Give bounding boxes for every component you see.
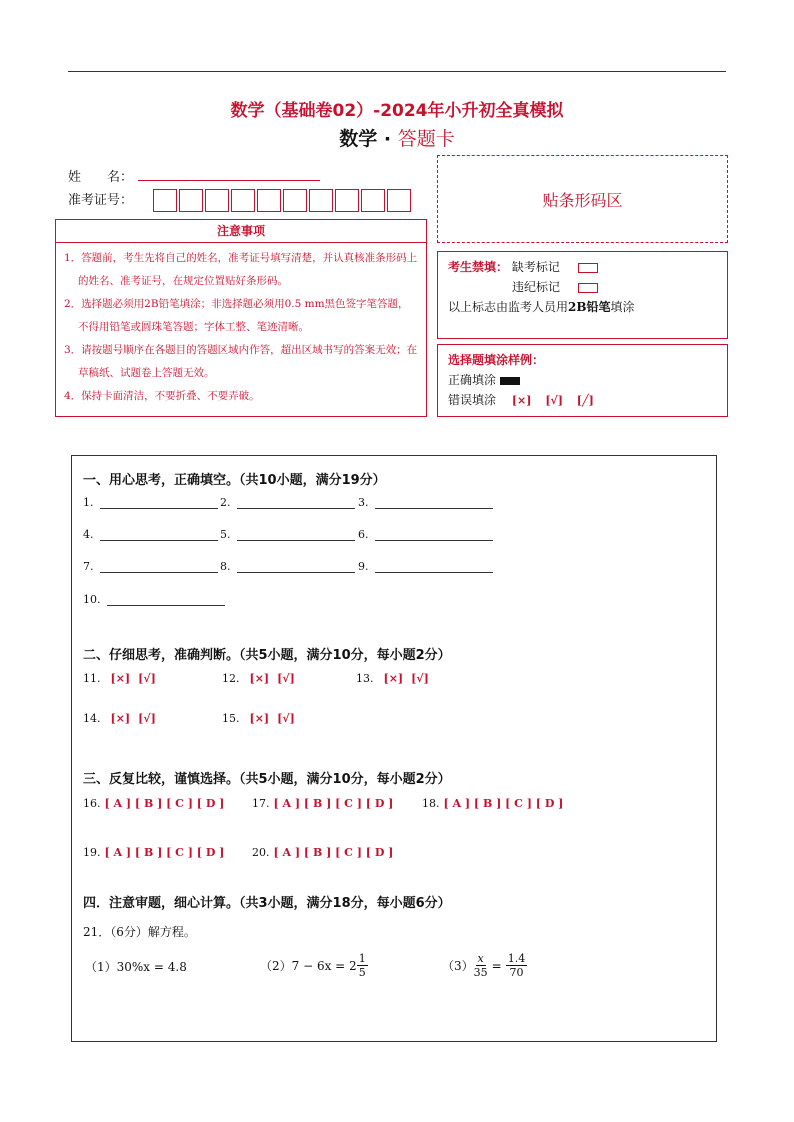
top-rule bbox=[68, 71, 726, 72]
answer-card-title bbox=[0, 124, 794, 151]
q-number: 1. bbox=[83, 496, 94, 509]
id-digit-box[interactable] bbox=[283, 189, 307, 212]
judge-true-option[interactable]: [√] bbox=[411, 672, 429, 685]
wrong-mark-check: [√] bbox=[545, 394, 563, 407]
absent-label: 缺考标记 bbox=[511, 260, 560, 274]
answer-blank-1[interactable] bbox=[100, 496, 218, 509]
fraction-numerator: 1 bbox=[358, 952, 366, 965]
q-number: 6. bbox=[358, 528, 369, 541]
answer-blank-8[interactable] bbox=[237, 560, 355, 573]
equation-2 bbox=[260, 952, 368, 979]
id-digit-box[interactable] bbox=[179, 189, 203, 212]
judge-false-option[interactable]: [×] bbox=[110, 672, 131, 685]
q-number: 20. bbox=[252, 846, 270, 859]
section-4-title: 四．注意审题，细心计算。（共3小题，满分18分，每小题6分） bbox=[83, 896, 451, 911]
page-title: 数学（基础卷02）-2024年小升初全真模拟 bbox=[230, 101, 564, 121]
equation-3-label: （3） bbox=[442, 959, 474, 973]
wrong-fill-label: 错误填涂 bbox=[448, 393, 497, 407]
q-number: 8. bbox=[220, 560, 231, 573]
name-label: 姓 名： bbox=[68, 170, 134, 185]
correct-fill-label: 正确填涂 bbox=[448, 373, 497, 387]
fraction-denominator: 35 bbox=[473, 966, 488, 979]
notice-item: 2．选择题必须用2B铅笔填涂；非选择题必须用0.5 mm黑色签字笔答题，不得用铅笔或圆珠笔答题；字体工整、笔迹清晰。 bbox=[64, 298, 409, 333]
answer-blank-9[interactable] bbox=[375, 560, 493, 573]
id-digit-box[interactable] bbox=[309, 189, 333, 212]
id-digit-box[interactable] bbox=[387, 189, 411, 212]
answer-area bbox=[71, 455, 717, 1042]
section-1-title: 一、用心思考，正确填空。（共10小题，满分19分） bbox=[83, 473, 386, 488]
notice-item: 4．保持卡面清洁，不要折叠、不要弄破。 bbox=[64, 390, 260, 402]
fraction-denominator: 70 bbox=[509, 966, 524, 979]
q-number: 5. bbox=[220, 528, 231, 541]
judge-true-option[interactable]: [√] bbox=[277, 712, 295, 725]
answer-blank-10[interactable] bbox=[107, 593, 225, 606]
judge-false-option[interactable]: [×] bbox=[249, 672, 270, 685]
answer-blank-6[interactable] bbox=[375, 528, 493, 541]
judge-false-option[interactable]: [×] bbox=[110, 712, 131, 725]
notice-item: 3．请按题号顺序在各题目的答题区域内作答，超出区域书写的答案无效；在草稿纸、试题卷上答题无效。 bbox=[64, 344, 418, 379]
fraction-numerator: x bbox=[477, 952, 484, 965]
judge-true-option[interactable]: [√] bbox=[277, 672, 295, 685]
q-number: 18. bbox=[422, 797, 440, 810]
subject-label: 数学 bbox=[339, 128, 378, 150]
barcode-label: 贴条形码区 bbox=[542, 190, 623, 210]
id-label: 准考证号： bbox=[68, 193, 134, 208]
judge-true-option[interactable]: [√] bbox=[138, 712, 156, 725]
answer-blank-4[interactable] bbox=[100, 528, 218, 541]
forbid-note-pencil: 2B铅笔 bbox=[568, 300, 611, 314]
wrong-mark-slash: [╱] bbox=[576, 394, 594, 407]
fraction-numerator: 1.4 bbox=[507, 952, 526, 965]
fill-sample-box bbox=[437, 344, 728, 417]
equals-sign: = bbox=[491, 958, 502, 973]
mixed-fraction bbox=[357, 952, 368, 979]
q-number: 9. bbox=[358, 560, 369, 573]
notice-box bbox=[55, 219, 427, 417]
wrong-mark-x: [×] bbox=[511, 394, 532, 407]
id-digit-box[interactable] bbox=[205, 189, 229, 212]
answer-blank-7[interactable] bbox=[100, 560, 218, 573]
forbid-box bbox=[437, 251, 728, 339]
correct-fill-sample bbox=[500, 377, 520, 385]
equation-3 bbox=[442, 952, 527, 979]
q-number: 3. bbox=[358, 496, 369, 509]
q-number: 4. bbox=[83, 528, 94, 541]
violation-label: 违纪标记 bbox=[512, 280, 561, 294]
forbid-note-end: 填涂 bbox=[610, 300, 635, 314]
choice-options[interactable]: [ A ] [ B ] [ C ] [ D ] bbox=[273, 846, 394, 859]
id-digit-box[interactable] bbox=[231, 189, 255, 212]
choice-options[interactable]: [ A ] [ B ] [ C ] [ D ] bbox=[104, 846, 225, 859]
id-digit-box[interactable] bbox=[153, 189, 177, 212]
judge-false-option[interactable]: [×] bbox=[249, 712, 270, 725]
card-label: 答题卡 bbox=[397, 128, 455, 150]
sample-title: 选择题填涂样例： bbox=[448, 353, 545, 367]
choice-options[interactable]: [ A ] [ B ] [ C ] [ D ] bbox=[104, 797, 225, 810]
q-number: 7. bbox=[83, 560, 94, 573]
fraction-left bbox=[474, 952, 488, 979]
absent-mark-box[interactable] bbox=[578, 263, 598, 273]
judge-true-option[interactable]: [√] bbox=[138, 672, 156, 685]
q-number: 10. bbox=[83, 593, 101, 606]
violation-mark-box[interactable] bbox=[578, 283, 598, 293]
judge-false-option[interactable]: [×] bbox=[383, 672, 404, 685]
q-number: 16. bbox=[83, 797, 101, 810]
answer-blank-5[interactable] bbox=[237, 528, 355, 541]
equation-1: （1）30%x = 4.8 bbox=[85, 960, 187, 974]
id-digit-box[interactable] bbox=[257, 189, 281, 212]
question-21: 21．（6分）解方程。 bbox=[83, 925, 196, 939]
forbid-label: 考生禁填： bbox=[448, 260, 509, 274]
q-number: 14. bbox=[83, 712, 101, 725]
answer-blank-3[interactable] bbox=[375, 496, 493, 509]
q-number: 15. bbox=[222, 712, 240, 725]
notice-title: 注意事项 bbox=[56, 220, 426, 243]
section-2-title: 二、仔细思考，准确判断。（共5小题，满分10分，每小题2分） bbox=[83, 648, 451, 663]
q-number: 17. bbox=[252, 797, 270, 810]
name-field[interactable] bbox=[138, 180, 320, 181]
fraction-right bbox=[506, 952, 528, 979]
barcode-area bbox=[437, 155, 728, 243]
section-3-title: 三、反复比较，谨慎选择。（共5小题，满分10分，每小题2分） bbox=[83, 772, 451, 787]
q-number: 19. bbox=[83, 846, 101, 859]
id-digit-box[interactable] bbox=[335, 189, 359, 212]
choice-options[interactable]: [ A ] [ B ] [ C ] [ D ] bbox=[443, 797, 564, 810]
q-number: 13. bbox=[356, 672, 374, 685]
id-number-boxes bbox=[153, 189, 413, 212]
q-number: 2. bbox=[220, 496, 231, 509]
equation-2-text: （2）7 − 6x = 2 bbox=[260, 959, 357, 973]
id-digit-box[interactable] bbox=[361, 189, 385, 212]
notice-item: 1．答题前，考生先将自己的姓名，准考证号填写清楚，并认真核准条形码上的姓名、准考证号，在规定位置贴好条形码。 bbox=[64, 252, 418, 287]
title-dot: · bbox=[383, 128, 392, 150]
choice-options[interactable]: [ A ] [ B ] [ C ] [ D ] bbox=[273, 797, 394, 810]
fraction-denominator: 5 bbox=[358, 966, 366, 979]
answer-blank-2[interactable] bbox=[237, 496, 355, 509]
forbid-note: 以上标志由监考人员用 bbox=[448, 300, 569, 314]
q-number: 11. bbox=[83, 672, 101, 685]
q-number: 12. bbox=[222, 672, 240, 685]
